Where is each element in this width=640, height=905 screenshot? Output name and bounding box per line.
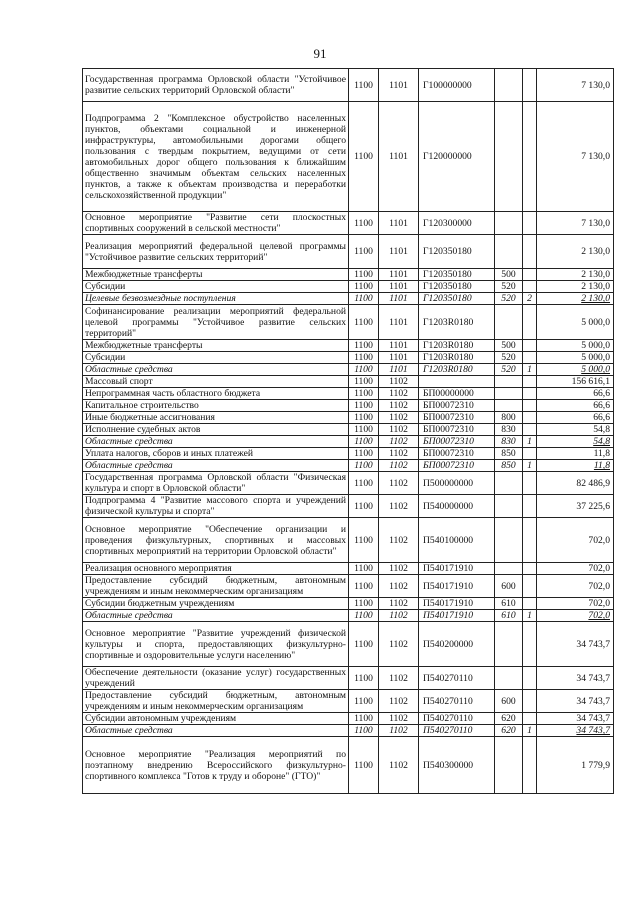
row-name: Подпрограмма 2 "Комплексное обустройство населенных пунктов, объектами социальной и инженерной инфраструктуры, автомобильными дорогами общего пользования с твердым покрытием, ведущими от сети автомобильных дорог общего пользования к ближайшим общественно значимым объектам сельских населенных пунктов, а также к объектам производства и переработки сельскохозяйственной продукции" xyxy=(83,102,349,212)
row-subsection-code: 1102 xyxy=(379,424,419,436)
row-section-code: 1100 xyxy=(349,212,379,235)
row-expense-type: 600 xyxy=(495,690,523,713)
row-expense-type xyxy=(495,305,523,340)
row-amount: 702,0 xyxy=(537,598,614,610)
row-amount: 66,6 xyxy=(537,400,614,412)
row-subsection-code: 1102 xyxy=(379,376,419,388)
row-target-article: Г100000000 xyxy=(419,69,495,102)
row-source-code xyxy=(523,448,537,460)
row-section-code: 1100 xyxy=(349,340,379,352)
row-name: Иные бюджетные ассигнования xyxy=(83,412,349,424)
table-row xyxy=(83,69,614,102)
table-row xyxy=(83,725,614,737)
row-target-article: Г1203R0180 xyxy=(419,364,495,376)
row-target-article: БП00072310 xyxy=(419,460,495,472)
row-name: Областные средства xyxy=(83,364,349,376)
row-source-code xyxy=(523,269,537,281)
row-name: Массовый спорт xyxy=(83,376,349,388)
row-source-code xyxy=(523,518,537,563)
row-name: Областные средства xyxy=(83,436,349,448)
row-target-article: Г120300000 xyxy=(419,212,495,235)
row-target-article: БП00072310 xyxy=(419,448,495,460)
table-row xyxy=(83,622,614,667)
table-row xyxy=(83,269,614,281)
row-expense-type: 830 xyxy=(495,436,523,448)
row-amount: 82 486,9 xyxy=(537,472,614,495)
row-source-code xyxy=(523,281,537,293)
row-section-code: 1100 xyxy=(349,269,379,281)
row-target-article: Г1203R0180 xyxy=(419,352,495,364)
row-target-article: Г120350180 xyxy=(419,281,495,293)
row-expense-type xyxy=(495,400,523,412)
row-subsection-code: 1101 xyxy=(379,102,419,212)
row-target-article: П540270110 xyxy=(419,713,495,725)
row-source-code xyxy=(523,575,537,598)
row-subsection-code: 1102 xyxy=(379,598,419,610)
row-subsection-code: 1102 xyxy=(379,725,419,737)
row-target-article xyxy=(419,376,495,388)
table-row xyxy=(83,495,614,518)
row-source-code: 1 xyxy=(523,364,537,376)
row-target-article: БП00072310 xyxy=(419,400,495,412)
budget-table xyxy=(82,68,614,794)
row-source-code xyxy=(523,400,537,412)
row-subsection-code: 1101 xyxy=(379,340,419,352)
row-name: Целевые безвозмездные поступления xyxy=(83,293,349,305)
row-section-code: 1100 xyxy=(349,305,379,340)
table-row xyxy=(83,713,614,725)
row-amount: 66,6 xyxy=(537,412,614,424)
row-target-article: Г120350180 xyxy=(419,293,495,305)
row-target-article: П540171910 xyxy=(419,610,495,622)
row-subsection-code: 1102 xyxy=(379,448,419,460)
row-expense-type xyxy=(495,102,523,212)
row-amount: 5 000,0 xyxy=(537,364,614,376)
row-amount: 34 743,7 xyxy=(537,690,614,713)
row-amount: 54,8 xyxy=(537,424,614,436)
row-name: Обеспечение деятельности (оказание услуг) государственных учреждений xyxy=(83,667,349,690)
row-section-code: 1100 xyxy=(349,610,379,622)
row-amount: 702,0 xyxy=(537,563,614,575)
row-section-code: 1100 xyxy=(349,563,379,575)
row-section-code: 1100 xyxy=(349,725,379,737)
row-expense-type: 620 xyxy=(495,725,523,737)
row-amount: 2 130,0 xyxy=(537,293,614,305)
row-section-code: 1100 xyxy=(349,495,379,518)
row-section-code: 1100 xyxy=(349,460,379,472)
row-section-code: 1100 xyxy=(349,235,379,269)
row-subsection-code: 1102 xyxy=(379,436,419,448)
row-amount: 156 616,1 xyxy=(537,376,614,388)
row-source-code xyxy=(523,690,537,713)
row-target-article: П500000000 xyxy=(419,472,495,495)
row-source-code xyxy=(523,424,537,436)
row-section-code: 1100 xyxy=(349,436,379,448)
row-subsection-code: 1101 xyxy=(379,212,419,235)
row-amount: 1 779,9 xyxy=(537,737,614,794)
row-name: Уплата налогов, сборов и иных платежей xyxy=(83,448,349,460)
row-section-code: 1100 xyxy=(349,364,379,376)
row-name: Основное мероприятие "Обеспечение организации и проведения физкультурных, спортивных и массовых спортивных мероприятий на территории Орловской области" xyxy=(83,518,349,563)
row-subsection-code: 1101 xyxy=(379,352,419,364)
row-name: Предоставление субсидий бюджетным, автономным учреждениям и иным некоммерческим организациям xyxy=(83,690,349,713)
row-subsection-code: 1101 xyxy=(379,235,419,269)
row-source-code xyxy=(523,472,537,495)
row-expense-type xyxy=(495,472,523,495)
table-row xyxy=(83,690,614,713)
row-target-article: БП00000000 xyxy=(419,388,495,400)
row-section-code: 1100 xyxy=(349,69,379,102)
row-amount: 34 743,7 xyxy=(537,667,614,690)
row-section-code: 1100 xyxy=(349,622,379,667)
table-row xyxy=(83,448,614,460)
row-section-code: 1100 xyxy=(349,737,379,794)
row-expense-type xyxy=(495,235,523,269)
row-name: Реализация мероприятий федеральной целевой программы "Устойчивое развитие сельских территорий" xyxy=(83,235,349,269)
table-row xyxy=(83,563,614,575)
row-name: Основное мероприятие "Реализация мероприятий по поэтапному внедрению Всероссийского физкультурно-спортивного комплекса "Готов к труду и обороне" (ГТО)" xyxy=(83,737,349,794)
row-target-article: Г120350180 xyxy=(419,269,495,281)
table-row xyxy=(83,518,614,563)
table-row xyxy=(83,305,614,340)
row-target-article: П540270110 xyxy=(419,690,495,713)
row-expense-type xyxy=(495,737,523,794)
table-row xyxy=(83,737,614,794)
row-source-code xyxy=(523,376,537,388)
row-amount: 2 130,0 xyxy=(537,235,614,269)
row-amount: 702,0 xyxy=(537,610,614,622)
row-source-code xyxy=(523,352,537,364)
row-section-code: 1100 xyxy=(349,102,379,212)
row-expense-type xyxy=(495,563,523,575)
row-source-code xyxy=(523,102,537,212)
row-target-article: Г120350180 xyxy=(419,235,495,269)
row-target-article: П540200000 xyxy=(419,622,495,667)
row-section-code: 1100 xyxy=(349,598,379,610)
row-name: Областные средства xyxy=(83,460,349,472)
row-expense-type xyxy=(495,495,523,518)
row-target-article: Г120000000 xyxy=(419,102,495,212)
row-target-article: П540270110 xyxy=(419,667,495,690)
row-name: Государственная программа Орловской области "Устойчивое развитие сельских территорий Орловской области" xyxy=(83,69,349,102)
row-subsection-code: 1102 xyxy=(379,472,419,495)
row-section-code: 1100 xyxy=(349,690,379,713)
table-row xyxy=(83,667,614,690)
row-target-article: П540100000 xyxy=(419,518,495,563)
row-source-code: 2 xyxy=(523,293,537,305)
row-subsection-code: 1102 xyxy=(379,412,419,424)
row-subsection-code: 1102 xyxy=(379,518,419,563)
table-row xyxy=(83,424,614,436)
row-amount: 11,8 xyxy=(537,448,614,460)
table-row xyxy=(83,352,614,364)
row-amount: 702,0 xyxy=(537,575,614,598)
row-expense-type: 500 xyxy=(495,340,523,352)
row-section-code: 1100 xyxy=(349,400,379,412)
table-row xyxy=(83,460,614,472)
table-row xyxy=(83,293,614,305)
row-amount: 5 000,0 xyxy=(537,340,614,352)
row-subsection-code: 1102 xyxy=(379,737,419,794)
row-source-code xyxy=(523,235,537,269)
row-name: Государственная программа Орловской области "Физическая культура и спорт в Орловской области" xyxy=(83,472,349,495)
row-expense-type: 850 xyxy=(495,448,523,460)
row-source-code xyxy=(523,737,537,794)
row-subsection-code: 1101 xyxy=(379,364,419,376)
row-amount: 7 130,0 xyxy=(537,212,614,235)
row-section-code: 1100 xyxy=(349,352,379,364)
row-name: Капитальное строительство xyxy=(83,400,349,412)
row-amount: 2 130,0 xyxy=(537,269,614,281)
row-source-code: 1 xyxy=(523,436,537,448)
table-row xyxy=(83,610,614,622)
row-amount: 7 130,0 xyxy=(537,102,614,212)
row-target-article: БП00072310 xyxy=(419,424,495,436)
row-name: Субсидии xyxy=(83,281,349,293)
row-target-article: П540171910 xyxy=(419,575,495,598)
row-expense-type: 500 xyxy=(495,269,523,281)
row-section-code: 1100 xyxy=(349,667,379,690)
row-target-article: Г1203R0180 xyxy=(419,305,495,340)
row-name: Межбюджетные трансферты xyxy=(83,269,349,281)
row-section-code: 1100 xyxy=(349,518,379,563)
row-expense-type: 850 xyxy=(495,460,523,472)
row-section-code: 1100 xyxy=(349,376,379,388)
row-amount: 702,0 xyxy=(537,518,614,563)
row-name: Субсидии автономным учреждениям xyxy=(83,713,349,725)
table-row xyxy=(83,598,614,610)
row-expense-type xyxy=(495,518,523,563)
row-source-code xyxy=(523,495,537,518)
row-section-code: 1100 xyxy=(349,575,379,598)
row-name: Предоставление субсидий бюджетным, автономным учреждениям и иным некоммерческим организациям xyxy=(83,575,349,598)
row-section-code: 1100 xyxy=(349,388,379,400)
row-source-code xyxy=(523,598,537,610)
table-row xyxy=(83,400,614,412)
row-subsection-code: 1102 xyxy=(379,713,419,725)
row-source-code xyxy=(523,622,537,667)
row-expense-type: 520 xyxy=(495,364,523,376)
row-name: Областные средства xyxy=(83,610,349,622)
row-name: Непрограммная часть областного бюджета xyxy=(83,388,349,400)
row-subsection-code: 1101 xyxy=(379,281,419,293)
row-subsection-code: 1102 xyxy=(379,610,419,622)
row-expense-type: 830 xyxy=(495,424,523,436)
table-row xyxy=(83,235,614,269)
row-section-code: 1100 xyxy=(349,281,379,293)
row-subsection-code: 1101 xyxy=(379,305,419,340)
table-row xyxy=(83,376,614,388)
row-expense-type xyxy=(495,622,523,667)
row-subsection-code: 1102 xyxy=(379,622,419,667)
row-name: Реализация основного мероприятия xyxy=(83,563,349,575)
row-section-code: 1100 xyxy=(349,412,379,424)
row-expense-type: 520 xyxy=(495,293,523,305)
row-subsection-code: 1102 xyxy=(379,460,419,472)
row-source-code xyxy=(523,667,537,690)
row-subsection-code: 1102 xyxy=(379,400,419,412)
row-target-article: П540000000 xyxy=(419,495,495,518)
row-name: Субсидии бюджетным учреждениям xyxy=(83,598,349,610)
row-expense-type xyxy=(495,376,523,388)
row-subsection-code: 1102 xyxy=(379,563,419,575)
row-subsection-code: 1102 xyxy=(379,690,419,713)
row-subsection-code: 1101 xyxy=(379,293,419,305)
row-section-code: 1100 xyxy=(349,472,379,495)
table-row xyxy=(83,412,614,424)
row-name: Софинансирование реализации мероприятий федеральной целевой программы "Устойчивое развитие сельских территорий" xyxy=(83,305,349,340)
row-target-article: БП00072310 xyxy=(419,436,495,448)
row-expense-type: 520 xyxy=(495,352,523,364)
row-name: Основное мероприятие "Развитие учреждений физической культуры и спорта, предоставляющих физкультурно-спортивные и оздоровительные услуги населению" xyxy=(83,622,349,667)
row-source-code xyxy=(523,305,537,340)
row-amount: 34 743,7 xyxy=(537,713,614,725)
row-amount: 5 000,0 xyxy=(537,352,614,364)
row-name: Исполнение судебных актов xyxy=(83,424,349,436)
row-subsection-code: 1102 xyxy=(379,575,419,598)
row-source-code xyxy=(523,563,537,575)
row-source-code xyxy=(523,713,537,725)
page-number: 91 xyxy=(313,46,327,61)
row-expense-type: 620 xyxy=(495,713,523,725)
row-amount: 54,8 xyxy=(537,436,614,448)
row-amount: 2 130,0 xyxy=(537,281,614,293)
row-expense-type: 800 xyxy=(495,412,523,424)
row-section-code: 1100 xyxy=(349,448,379,460)
row-expense-type: 520 xyxy=(495,281,523,293)
row-amount: 11,8 xyxy=(537,460,614,472)
row-subsection-code: 1101 xyxy=(379,69,419,102)
row-amount: 37 225,6 xyxy=(537,495,614,518)
row-amount: 34 743,7 xyxy=(537,622,614,667)
row-name: Основное мероприятие "Развитие сети плоскостных спортивных сооружений в сельской местности" xyxy=(83,212,349,235)
table-row xyxy=(83,212,614,235)
row-source-code: 1 xyxy=(523,460,537,472)
row-amount: 7 130,0 xyxy=(537,69,614,102)
row-target-article: Г1203R0180 xyxy=(419,340,495,352)
row-subsection-code: 1102 xyxy=(379,667,419,690)
table-row xyxy=(83,388,614,400)
row-source-code xyxy=(523,69,537,102)
row-source-code: 1 xyxy=(523,610,537,622)
row-amount: 34 743,7 xyxy=(537,725,614,737)
row-expense-type xyxy=(495,69,523,102)
row-amount: 66,6 xyxy=(537,388,614,400)
row-source-code xyxy=(523,340,537,352)
row-expense-type xyxy=(495,212,523,235)
row-expense-type: 600 xyxy=(495,575,523,598)
row-expense-type: 610 xyxy=(495,610,523,622)
row-name: Областные средства xyxy=(83,725,349,737)
row-expense-type xyxy=(495,667,523,690)
row-source-code: 1 xyxy=(523,725,537,737)
row-subsection-code: 1102 xyxy=(379,388,419,400)
row-name: Подпрограмма 4 "Развитие массового спорта и учреждений физической культуры и спорта" xyxy=(83,495,349,518)
table-row xyxy=(83,364,614,376)
table-row xyxy=(83,102,614,212)
table-row xyxy=(83,340,614,352)
row-expense-type xyxy=(495,388,523,400)
row-section-code: 1100 xyxy=(349,293,379,305)
row-target-article: БП00072310 xyxy=(419,412,495,424)
row-source-code xyxy=(523,212,537,235)
row-source-code xyxy=(523,388,537,400)
row-subsection-code: 1102 xyxy=(379,495,419,518)
table-row xyxy=(83,436,614,448)
row-section-code: 1100 xyxy=(349,424,379,436)
row-section-code: 1100 xyxy=(349,713,379,725)
row-target-article: П540171910 xyxy=(419,563,495,575)
row-target-article: П540171910 xyxy=(419,598,495,610)
row-name: Субсидии xyxy=(83,352,349,364)
row-target-article: П540300000 xyxy=(419,737,495,794)
row-source-code xyxy=(523,412,537,424)
row-expense-type: 610 xyxy=(495,598,523,610)
table-row xyxy=(83,281,614,293)
row-name: Межбюджетные трансферты xyxy=(83,340,349,352)
row-target-article: П540270110 xyxy=(419,725,495,737)
row-subsection-code: 1101 xyxy=(379,269,419,281)
table-row xyxy=(83,472,614,495)
row-amount: 5 000,0 xyxy=(537,305,614,340)
table-row xyxy=(83,575,614,598)
